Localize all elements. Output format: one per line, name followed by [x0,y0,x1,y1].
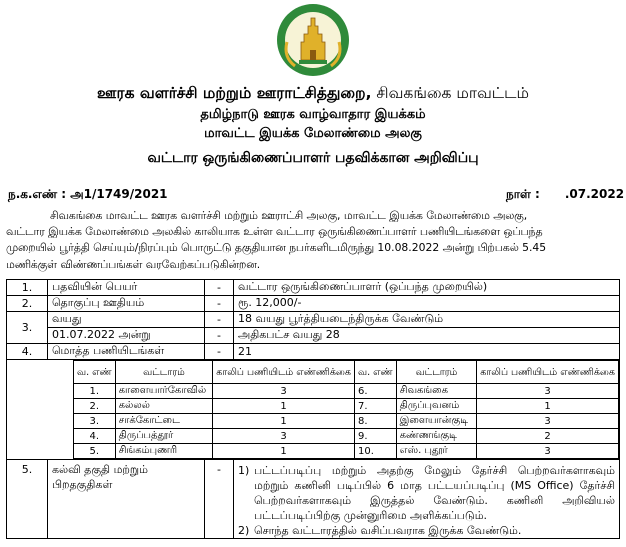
table-cell: - [205,296,234,312]
table-cell: 1 [213,399,355,414]
table-row [7,296,620,312]
table-cell: 9. [354,429,396,444]
table-cell: 1 [213,444,355,459]
table-cell: - [205,312,234,328]
table-cell: 1 [213,414,355,429]
vacancy-table [73,360,619,459]
table-cell: வட்டாரம் [115,361,213,384]
vacancy-row-item [74,399,619,414]
table-cell: 2 [477,429,619,444]
table-cell: திருப்புவனம் [396,399,477,414]
table-cell: - [205,344,234,360]
table-cell: 8. [354,414,396,429]
table-cell: 4. [7,344,48,360]
vacancy-row [7,360,620,460]
vacancy-row-item [74,444,619,459]
table-cell: எஸ். புதூர் [396,444,477,459]
table-cell: - [205,460,234,539]
table-cell: - [205,328,234,344]
table-cell: திருப்பத்தூர் [115,429,213,444]
table-cell: 1. [74,384,116,399]
table-cell: அதிகபட்ச வயது 28 [234,328,620,344]
table-cell: இளையான்குடி [396,414,477,429]
qualification-list [238,463,615,538]
table-cell: 3 [213,384,355,399]
department-title: ஊரக வளர்ச்சி மற்றும் ஊராட்சித்துறை, சிவகங்கை மாவட்டம் [97,84,529,102]
table-cell: வட்டாரம் [396,361,477,384]
table-cell: 2. [74,399,116,414]
table-row [7,328,620,344]
table-cell: 3 [477,414,619,429]
table-cell: ரூ. 12,000/- [234,296,620,312]
table-cell: 5. [7,460,48,539]
table-cell: 21 [234,344,620,360]
list-item: 1) பட்டப்படிப்பு மற்றும் அதற்கு மேலும் தேர்ச்சி பெற்றவர்களாகவும் மற்றும் கணினி படிப்பில் 6 மாத பட்டயப்படிப்பு (MS Office) தேர்ச்சி பெற்றவர்களாகவும் இருத்தல் வேண்டும். கணினி அறிவியல் பட்டப்படிப்பிற்கு முன்னுரிமை அளிக்கப்படும். [238,464,615,522]
table-cell: 3. [7,312,48,344]
table-cell: பதவியின் பெயர் [48,280,205,296]
vacancy-row-item [74,414,619,429]
vacancy-row-item [74,384,619,399]
table-cell: 3. [74,414,116,429]
notice-title: வட்டார ஒருங்கிணைப்பாளர் பதவிக்கான அறிவிப்பு [147,150,479,166]
table-cell: கண்ணங்குடி [396,429,477,444]
table-cell: 4. [74,429,116,444]
table-cell: கல்வி தகுதி மற்றும் பிறதகுதிகள் [48,460,205,539]
table-cell: 01.07.2022 அன்று [48,328,205,344]
table-cell: 2. [7,296,48,312]
unit-title: மாவட்ட இயக்க மேலாண்மை அலகு [204,126,422,141]
table-cell: வட்டார ஒருங்கிணைப்பாளர் (ஒப்பந்த முறையில்) [234,280,620,296]
table-cell: 7. [354,399,396,414]
table-cell: காலிப் பணியிடம் எண்ணிக்கை [477,361,619,384]
details-table [6,279,620,539]
table-row [7,280,620,296]
table-cell: 6. [354,384,396,399]
table-cell: 5. [74,444,116,459]
table-cell: சிங்கம்புணரி [115,444,213,459]
table-cell [234,460,620,539]
table-cell: வ. எண் [74,361,116,384]
mission-title: தமிழ்நாடு ஊரக வாழ்வாதார இயக்கம் [200,107,426,122]
table-cell: காலிப் பணியிடம் எண்ணிக்கை [213,361,355,384]
table-row [7,344,620,360]
reference-date: நாள் : .07.2022 [506,187,625,201]
table-row [7,460,620,539]
vacancy-row-item [74,429,619,444]
tamilnadu-emblem [273,2,353,78]
table-cell: காளையார்கோவில் [115,384,213,399]
table-cell: சிவகங்கை [396,384,477,399]
table-cell: வ. எண் [354,361,396,384]
reference-number: ந.க.எண் : அ1/1749/2021 [8,187,168,201]
table-cell: 3 [477,384,619,399]
table-cell: 1. [7,280,48,296]
table-row [7,312,620,328]
table-cell: தொகுப்பு ஊதியம் [48,296,205,312]
table-cell: 3 [477,444,619,459]
table-cell: சாக்கோட்டை [115,414,213,429]
table-cell: 10. [354,444,396,459]
intro-paragraph: சிவகங்கை மாவட்ட ஊரக வளர்ச்சி மற்றும் ஊராட்சி அலகு, மாவட்ட இயக்க மேலாண்மை அலகு, வட்டார இயக்க மேலாண்மை அலகில் காலியாக உள்ள வட்டார ஒருங்கிணைப்பாளர் பணியிடங்களை ஒப்பந்த முறையில் பூர்த்தி செய்யும்/நிரப்பும் பொருட்டு தகுதியான நபர்களிடமிருந்து 10.08.2022 அன்று பிற்பகல் 5.45 மணிக்குள் விண்ணப்பங்கள் வரவேற்கப்படுகின்றன. [6,209,547,271]
list-item: 2) சொந்த வட்டாரத்தில் வசிப்பவராக இருக்க வேண்டும். [238,524,522,537]
table-cell: - [205,280,234,296]
table-cell: கல்லல் [115,399,213,414]
table-cell [7,360,620,460]
table-cell: 1 [477,399,619,414]
table-cell: 18 வயது பூர்த்தியடைந்திருக்க வேண்டும் [234,312,620,328]
table-cell: 3 [213,429,355,444]
table-cell: மொத்த பணியிடங்கள் [48,344,205,360]
table-cell: வயது [48,312,205,328]
